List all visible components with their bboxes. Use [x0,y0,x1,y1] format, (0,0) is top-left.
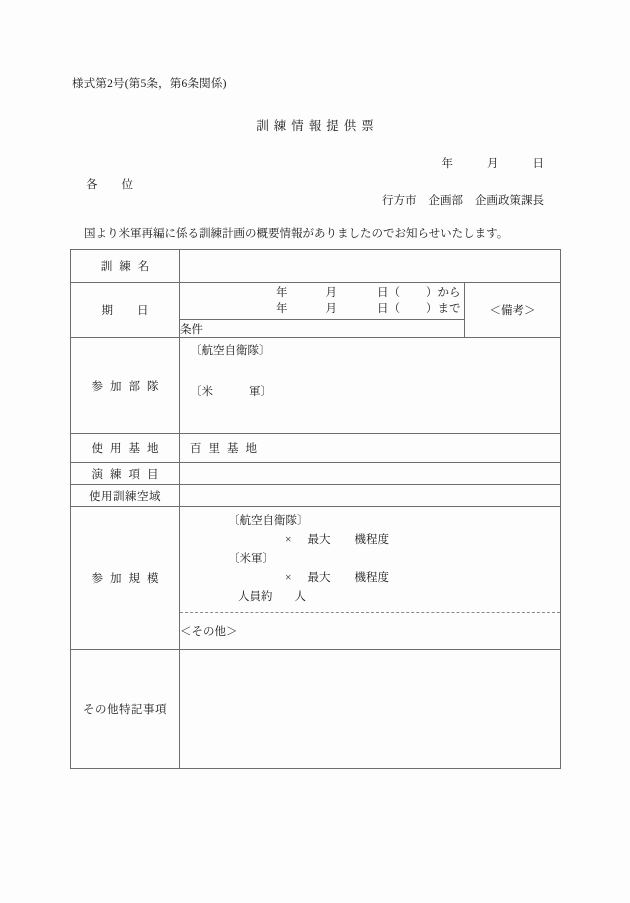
scale-us-label: 〔米軍〕 [228,553,274,565]
scale-detail-cell [180,507,561,650]
scale-personnel-label: 人員約 [238,591,273,603]
scale-us-count [180,569,560,588]
scale-personnel-unit: 人 [294,591,306,603]
value-training-name[interactable] [180,250,561,283]
addressee [86,176,133,192]
from-month: 月 [325,287,337,299]
period-dates [180,283,464,320]
label-base: 使用基地 [71,434,180,463]
to-day: 日（ [377,303,400,315]
issuer [382,192,544,208]
table-row-scale [71,507,561,650]
label-remark: ＜備考＞ [489,305,536,317]
date-month-label: 月 [487,158,499,170]
scale-personnel [180,588,560,607]
date-day-label: 日 [532,158,544,170]
scale-other[interactable] [180,613,560,650]
value-notes[interactable] [180,650,561,769]
lead-paragraph: 国より米軍再編に係る訓練計画の概要情報がありましたのでお知らせいたします。 [84,228,509,240]
date-line [442,155,545,171]
scale-jasdf-label: 〔航空自衛隊〕 [228,515,309,527]
label-condition: 条件 [180,323,203,336]
table-row-airspace [71,485,561,507]
value-base[interactable]: 百里基地 [180,434,561,463]
to-year: 年 [276,303,288,315]
scale-us-unit: 機程度 [354,572,389,584]
remark-cell[interactable] [465,283,561,338]
label-notes: その他特記事項 [71,650,180,769]
date-year-label: 年 [441,158,453,170]
value-airspace[interactable] [180,485,561,507]
period-date-to[interactable] [180,301,464,317]
units-jasdf-label: 〔航空自衛隊〕 [190,345,271,357]
scale-main[interactable] [180,507,560,613]
label-period: 期日 [71,283,180,338]
value-participating-units[interactable] [180,338,561,434]
table-row-training-name [71,250,561,283]
issuer-section: 企画政策課長 [475,195,544,207]
training-info-table [70,249,561,769]
table-row-drill-items [71,463,561,485]
scale-jasdf-mult: × [285,534,292,546]
label-participating-units: 参加部隊 [71,338,180,434]
table-row-participating-units [71,338,561,434]
to-suffix: ）まで [426,303,461,315]
label-scale: 参加規模 [71,507,180,650]
label-scale-other: ＜その他＞ [180,626,238,638]
table-row-base [71,434,561,463]
addressee-part1: 各 [86,179,98,191]
table-row-period [71,283,561,338]
scale-us-mult: × [285,572,292,584]
scale-jasdf-max: 最大 [307,534,331,546]
label-airspace: 使用訓練空域 [71,485,180,507]
units-us-open: 〔米 [190,386,213,398]
units-us-label [180,360,560,401]
value-drill-items[interactable] [180,463,561,485]
to-month: 月 [325,303,337,315]
period-condition[interactable] [180,320,464,338]
scale-jasdf-count [180,531,560,550]
page-title: 訓練情報提供票 [256,119,379,133]
from-suffix: ）から [426,287,461,299]
table-row-notes [71,650,561,769]
period-detail-cell [180,283,465,338]
units-us-close: 軍〕 [249,386,272,398]
issuer-city: 行方市 [382,195,417,207]
period-date-from[interactable] [180,285,464,301]
scale-jasdf-unit: 機程度 [354,534,389,546]
label-drill-items: 演練項目 [71,463,180,485]
issuer-dept: 企画部 [428,195,463,207]
form-number: 様式第2号(第5条，第6条関係) [72,78,227,90]
label-training-name: 訓練名 [71,250,180,283]
from-day: 日（ [377,287,400,299]
scale-us-max: 最大 [307,572,331,584]
addressee-part2: 位 [121,179,133,191]
from-year: 年 [276,287,288,299]
